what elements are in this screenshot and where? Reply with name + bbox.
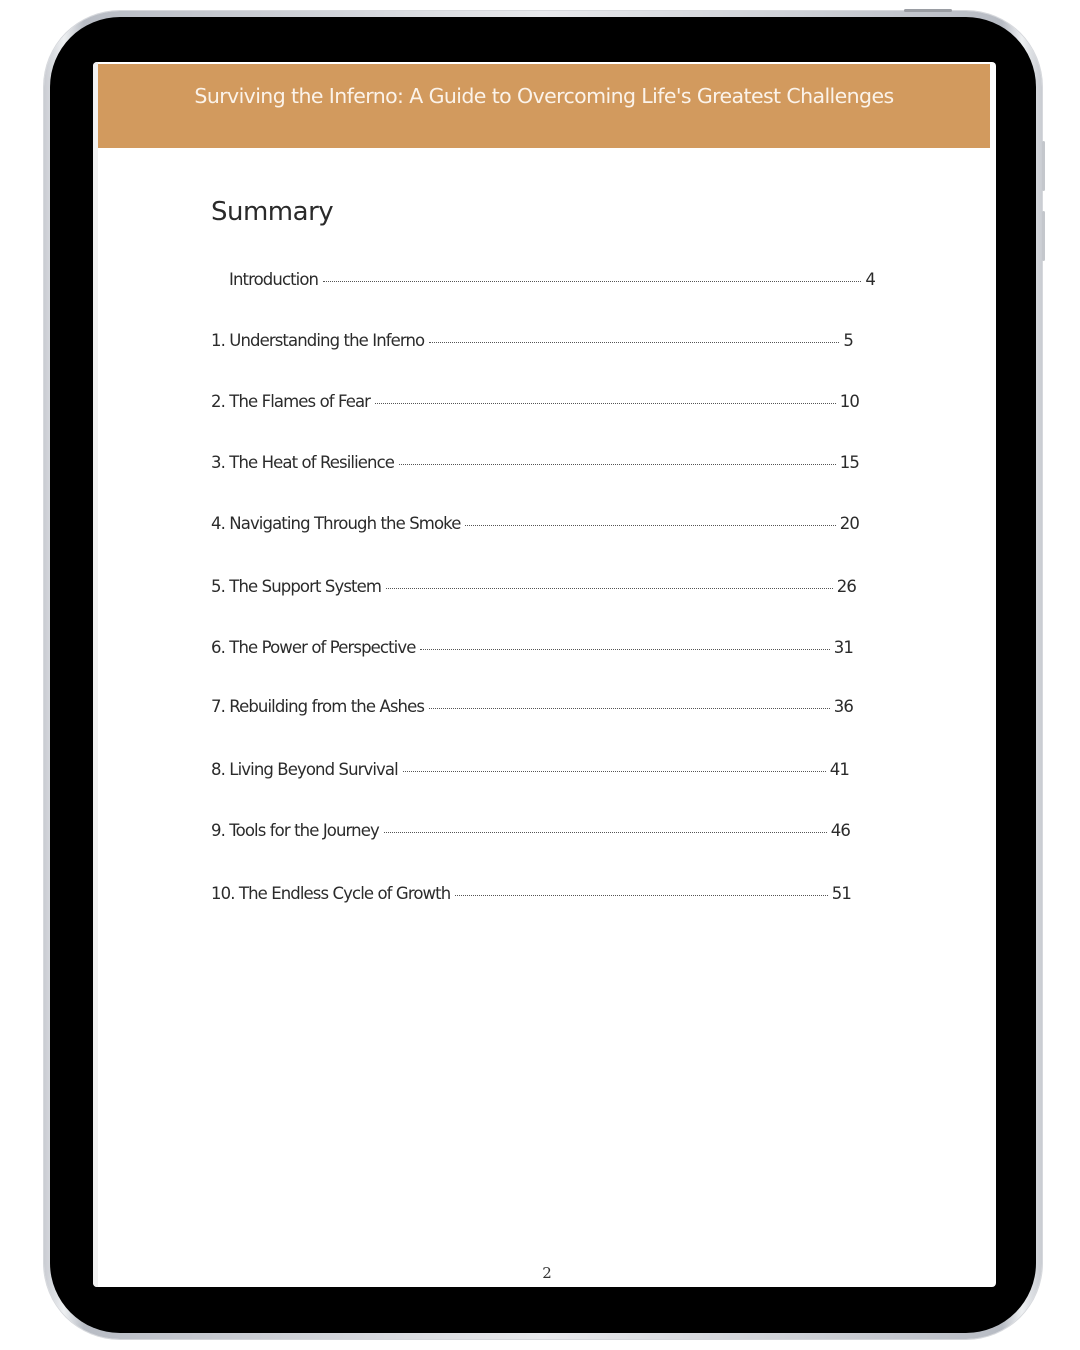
toc-entry-page: 36 <box>833 697 853 716</box>
toc-entry-label: 6. The Power of Perspective <box>211 638 416 657</box>
toc-entry-chapter-6[interactable] <box>211 638 853 657</box>
volume-up-button <box>1042 141 1045 191</box>
dotted-leader <box>429 342 839 343</box>
toc-entry-page: 46 <box>830 821 850 840</box>
toc-entry-label: 3. The Heat of Resilience <box>211 453 395 472</box>
toc-entry-page: 15 <box>839 453 859 472</box>
document-page <box>93 62 996 1287</box>
dotted-leader <box>403 771 826 772</box>
toc-entry-page: 41 <box>829 760 849 779</box>
toc-entry-chapter-7[interactable] <box>211 697 853 716</box>
toc-entry-chapter-1[interactable] <box>211 331 853 350</box>
toc-entry-page: 26 <box>836 577 856 596</box>
dotted-leader <box>455 895 828 896</box>
dotted-leader <box>323 281 861 282</box>
dotted-leader <box>420 649 829 650</box>
book-title: Surviving the Inferno: A Guide to Overcoming Life's Greatest Challenges <box>194 84 894 108</box>
volume-down-button <box>1042 211 1045 261</box>
toc-entry-label: 1. Understanding the Inferno <box>211 331 425 350</box>
dotted-leader <box>465 525 835 526</box>
toc-entry-chapter-8[interactable] <box>211 760 849 779</box>
page-edge <box>93 62 98 1287</box>
toc-entry-label: 8. Living Beyond Survival <box>211 760 398 779</box>
toc-entry-label: 4. Navigating Through the Smoke <box>211 514 461 533</box>
power-button <box>904 9 952 12</box>
dotted-leader <box>384 832 827 833</box>
toc-entry-chapter-10[interactable] <box>211 884 851 903</box>
dotted-leader <box>399 464 836 465</box>
toc-entry-chapter-2[interactable] <box>211 392 859 411</box>
toc-entry-page: 4 <box>865 270 875 289</box>
toc-entry-label: Introduction <box>229 270 319 289</box>
toc-entry-label: 2. The Flames of Fear <box>211 392 371 411</box>
toc-entry-page: 51 <box>831 884 851 903</box>
toc-entry-page: 5 <box>843 331 853 350</box>
summary-heading: Summary <box>211 197 334 227</box>
toc-entry-introduction[interactable] <box>229 270 875 289</box>
toc-entry-label: 5. The Support System <box>211 577 382 596</box>
toc-entry-page: 10 <box>839 392 859 411</box>
page-number: 2 <box>542 1264 552 1282</box>
toc-entry-page: 20 <box>839 514 859 533</box>
toc-entry-label: 10. The Endless Cycle of Growth <box>211 884 451 903</box>
dotted-leader <box>429 708 830 709</box>
toc-entry-chapter-4[interactable] <box>211 514 859 533</box>
toc-entry-label: 7. Rebuilding from the Ashes <box>211 697 425 716</box>
toc-entry-label: 9. Tools for the Journey <box>211 821 379 840</box>
toc-entry-chapter-5[interactable] <box>211 577 856 596</box>
toc-entry-chapter-3[interactable] <box>211 453 859 472</box>
toc-entry-page: 31 <box>833 638 853 657</box>
toc-entry-chapter-9[interactable] <box>211 821 850 840</box>
header-band <box>98 64 990 148</box>
dotted-leader <box>375 403 836 404</box>
dotted-leader <box>386 588 833 589</box>
